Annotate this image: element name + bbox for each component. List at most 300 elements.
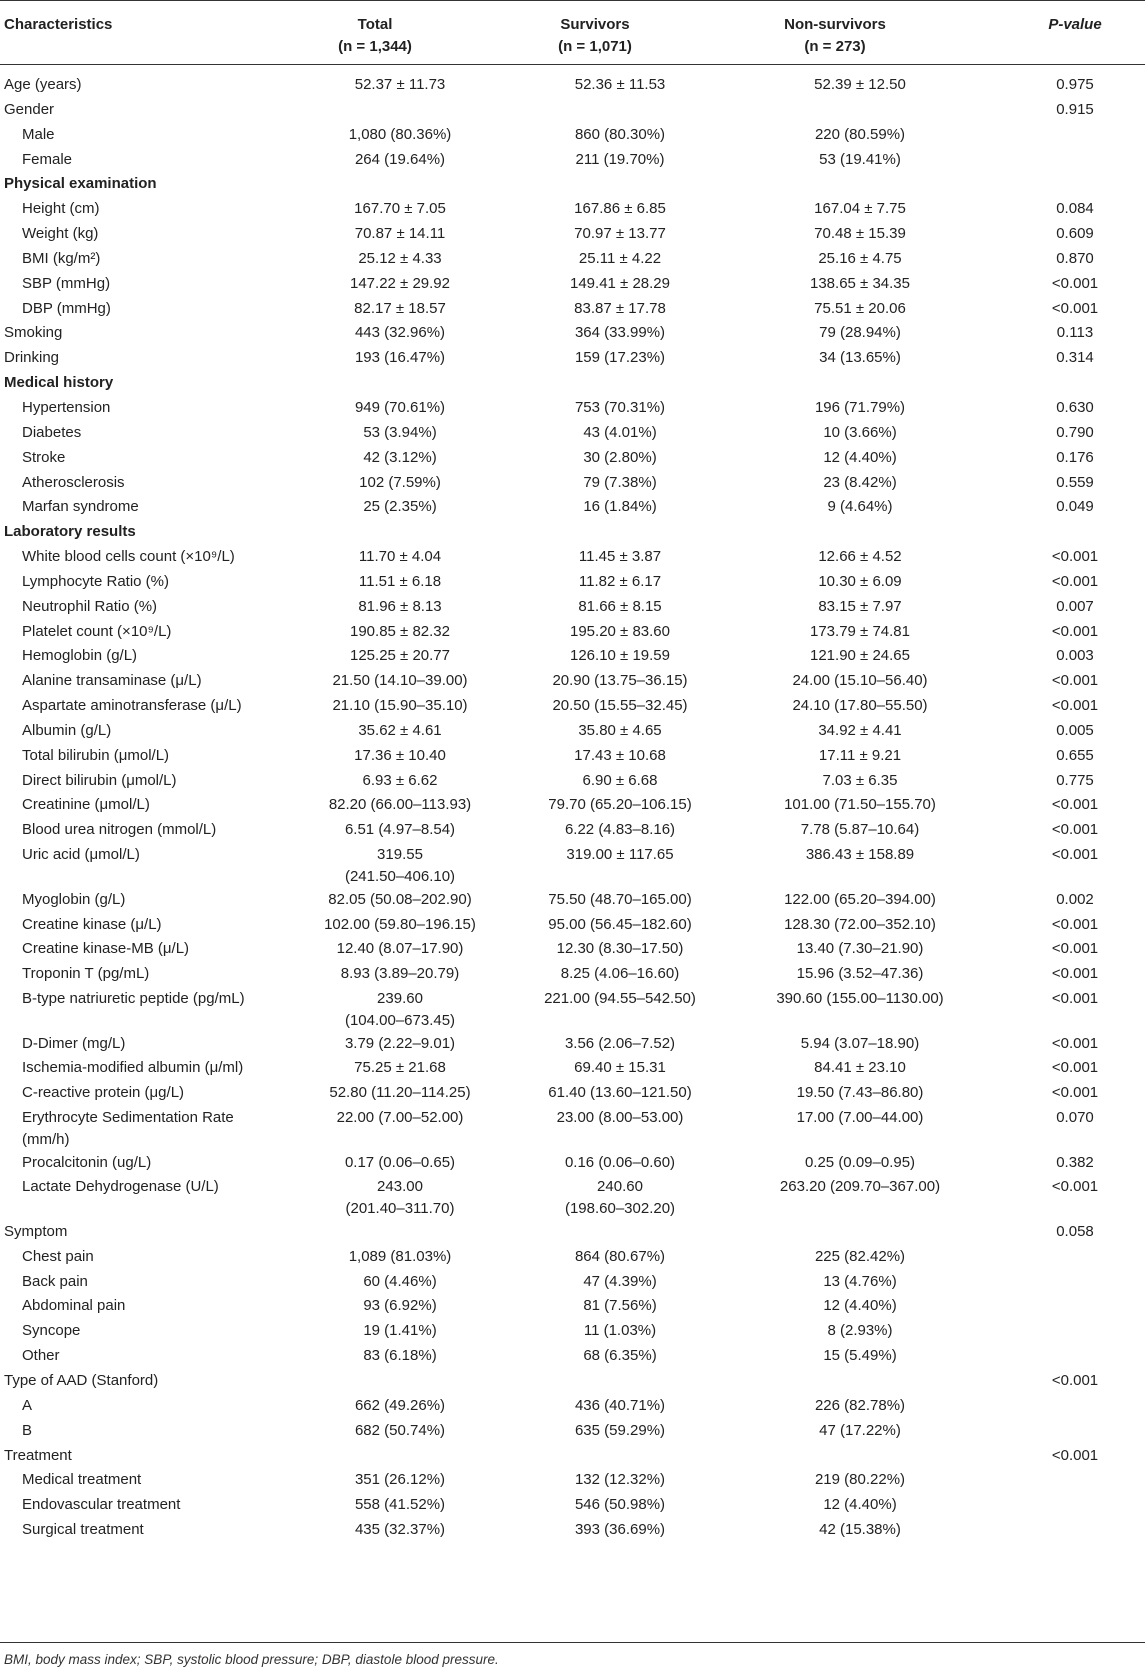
table-row: [0, 397, 1145, 422]
table-row: [0, 99, 1145, 124]
row-label: Male: [22, 125, 55, 143]
row-label: Height (cm): [22, 200, 100, 218]
row-label: Hypertension: [22, 398, 111, 416]
cell-survivors: 240.60 (198.60–302.20): [564, 1178, 676, 1218]
table-header: [0, 0, 1145, 66]
header-nonsurvivors-n: (n = 273): [804, 38, 866, 55]
table-row: [0, 1107, 1145, 1152]
cell-pvalue: 0.070: [1056, 1109, 1094, 1127]
row-label: Atherosclerosis: [22, 473, 125, 491]
cell-pvalue: 0.176: [1056, 448, 1094, 466]
table-row: [0, 1057, 1145, 1082]
table-row: [0, 1176, 1145, 1221]
table-row: [0, 149, 1145, 174]
table-row: [0, 198, 1145, 223]
table-row: [0, 1295, 1145, 1320]
cell-pvalue: 0.870: [1056, 249, 1094, 267]
table-footnote: BMI, body mass index; SBP, systolic blood pressure; DBP, diastole blood pressure.: [4, 1652, 499, 1667]
cell-survivors: 43 (4.01%): [583, 423, 657, 441]
cell-survivors: 753 (70.31%): [574, 398, 666, 416]
cell-survivors: 167.86 ± 6.85: [574, 200, 666, 218]
table-row: [0, 521, 1145, 546]
cell-survivors: 211 (19.70%): [575, 150, 665, 168]
cell-pvalue: <0.001: [1051, 1084, 1099, 1102]
cell-total: 0.17 (0.06–0.65): [344, 1153, 456, 1171]
cell-pvalue: 0.655: [1056, 746, 1094, 764]
cell-nonsurvivors: 84.41 ± 23.10: [814, 1059, 906, 1077]
cell-survivors: 20.50 (15.55–32.45): [552, 697, 688, 715]
cell-pvalue: <0.001: [1051, 965, 1099, 983]
cell-pvalue: 0.559: [1056, 473, 1094, 491]
cell-nonsurvivors: 12 (4.40%): [823, 448, 897, 466]
cell-nonsurvivors: 34.92 ± 4.41: [818, 721, 902, 739]
row-label: Neutrophil Ratio (%): [22, 597, 158, 615]
cell-total: 82.20 (66.00–113.93): [328, 796, 472, 814]
cell-nonsurvivors: 17.00 (7.00–44.00): [796, 1109, 924, 1127]
header-total-n: (n = 1,344): [338, 38, 412, 55]
cell-pvalue: <0.001: [1051, 1446, 1099, 1464]
cell-total: 75.25 ± 21.68: [354, 1059, 446, 1077]
cell-nonsurvivors: 15 (5.49%): [823, 1347, 897, 1365]
cell-total: 82.05 (50.08–202.90): [328, 890, 472, 908]
table-row: [0, 914, 1145, 939]
header-rule: [0, 64, 1145, 65]
header-characteristics: Characteristics: [4, 16, 113, 33]
cell-total: 22.00 (7.00–52.00): [336, 1109, 464, 1127]
cell-nonsurvivors: 225 (82.42%): [814, 1247, 906, 1265]
cell-total: 243.00 (201.40–311.70): [345, 1178, 455, 1218]
cell-pvalue: 0.975: [1056, 76, 1094, 93]
cell-survivors: 319.00 ± 117.65: [566, 846, 674, 864]
cell-pvalue: <0.001: [1051, 697, 1099, 715]
header-survivors-label: Survivors: [560, 16, 630, 33]
cell-total: 190.85 ± 82.32: [350, 622, 450, 640]
cell-pvalue: <0.001: [1051, 915, 1099, 933]
cell-total: 1,080 (80.36%): [348, 125, 452, 143]
cell-pvalue: 0.005: [1056, 721, 1094, 739]
table-row: [0, 173, 1145, 198]
cell-total: 52.80 (11.20–114.25): [329, 1084, 471, 1102]
cell-total: 319.55 (241.50–406.10): [344, 846, 456, 886]
cell-survivors: 6.22 (4.83–8.16): [564, 821, 676, 839]
cell-nonsurvivors: 9 (4.64%): [827, 498, 893, 516]
table-row: [0, 1271, 1145, 1296]
table-row: [0, 794, 1145, 819]
cell-nonsurvivors: 0.25 (0.09–0.95): [804, 1153, 916, 1171]
cell-pvalue: <0.001: [1051, 1034, 1099, 1052]
cell-pvalue: <0.001: [1051, 548, 1099, 566]
cell-survivors: 79 (7.38%): [583, 473, 657, 491]
header-total-label: Total: [357, 16, 393, 33]
cell-nonsurvivors: 12.66 ± 4.52: [818, 548, 902, 566]
cell-nonsurvivors: 12 (4.40%): [823, 1297, 897, 1315]
cell-survivors: 70.97 ± 13.77: [574, 225, 666, 243]
cell-nonsurvivors: 7.78 (5.87–10.64): [800, 821, 920, 839]
table-row: [0, 819, 1145, 844]
cell-pvalue: <0.001: [1051, 846, 1099, 864]
cell-nonsurvivors: 79 (28.94%): [819, 324, 901, 342]
table-row: [0, 1469, 1145, 1494]
cell-nonsurvivors: 15.96 (3.52–47.36): [796, 965, 924, 983]
row-label: Aspartate aminotransferase (μ/L): [22, 697, 242, 715]
cell-survivors: 11.82 ± 6.17: [578, 572, 662, 590]
cell-pvalue: <0.001: [1051, 940, 1099, 958]
section-heading: Physical examination: [4, 175, 157, 193]
cell-total: 3.79 (2.22–9.01): [344, 1034, 456, 1052]
cell-total: 12.40 (8.07–17.90): [336, 940, 464, 958]
cell-total: 102.00 (59.80–196.15): [324, 915, 476, 933]
table-row: [0, 248, 1145, 273]
table-row: [0, 447, 1145, 472]
cell-survivors: 52.36 ± 11.53: [574, 76, 666, 93]
cell-survivors: 35.80 ± 4.65: [578, 721, 662, 739]
table-row: [0, 1082, 1145, 1107]
cell-survivors: 17.43 ± 10.68: [574, 746, 666, 764]
cell-total: 264 (19.64%): [354, 150, 446, 168]
bottom-rule: [0, 1642, 1145, 1643]
cell-survivors: 20.90 (13.75–36.15): [552, 672, 688, 690]
cell-survivors: 8.25 (4.06–16.60): [560, 965, 680, 983]
cell-nonsurvivors: 17.11 ± 9.21: [818, 746, 902, 764]
cell-survivors: 23.00 (8.00–53.00): [556, 1109, 684, 1127]
cell-nonsurvivors: 10.30 ± 6.09: [818, 572, 902, 590]
table-row: [0, 645, 1145, 670]
table-row: [0, 720, 1145, 745]
cell-pvalue: 0.775: [1056, 771, 1094, 789]
header-survivors-n: (n = 1,071): [558, 38, 632, 55]
cell-nonsurvivors: 70.48 ± 15.39: [814, 225, 906, 243]
row-label: A: [22, 1396, 33, 1414]
cell-total: 239.60 (104.00–673.45): [344, 990, 456, 1030]
row-label: Syncope: [22, 1322, 81, 1340]
cell-nonsurvivors: 13.40 (7.30–21.90): [796, 940, 924, 958]
cell-total: 1,089 (81.03%): [348, 1247, 452, 1265]
cell-nonsurvivors: 75.51 ± 20.06: [814, 299, 906, 317]
row-label: Chest pain: [22, 1247, 94, 1265]
row-label: Troponin T (pg/mL): [22, 965, 150, 983]
table-row: [0, 1370, 1145, 1395]
cell-total: 60 (4.46%): [363, 1272, 437, 1290]
cell-total: 682 (50.74%): [354, 1421, 446, 1439]
cell-total: 52.37 ± 11.73: [354, 76, 446, 93]
cell-total: 167.70 ± 7.05: [354, 200, 446, 218]
cell-nonsurvivors: 121.90 ± 24.65: [810, 647, 910, 665]
cell-nonsurvivors: 47 (17.22%): [819, 1421, 901, 1439]
cell-total: 662 (49.26%): [354, 1396, 446, 1414]
row-label: Smoking: [4, 324, 63, 342]
cell-total: 443 (32.96%): [354, 324, 446, 342]
row-label: Female: [22, 150, 73, 168]
cell-total: 42 (3.12%): [363, 448, 437, 466]
row-label: Albumin (g/L): [22, 721, 112, 739]
row-label: Platelet count (×10⁹/L): [22, 622, 172, 640]
cell-nonsurvivors: 219 (80.22%): [814, 1471, 906, 1489]
cell-total: 6.51 (4.97–8.54): [344, 821, 456, 839]
table-row: [0, 372, 1145, 397]
cell-total: 25 (2.35%): [363, 498, 437, 516]
cell-nonsurvivors: 12 (4.40%): [823, 1496, 897, 1514]
row-label: Hemoglobin (g/L): [22, 647, 138, 665]
table-row: [0, 347, 1145, 372]
cell-nonsurvivors: 390.60 (155.00–1130.00): [776, 990, 944, 1008]
row-label: Creatine kinase-MB (μ/L): [22, 940, 190, 958]
row-label: D-Dimer (mg/L): [22, 1034, 126, 1052]
table-row: [0, 1152, 1145, 1177]
row-label: Erythrocyte Sedimentation Rate (mm/h): [22, 1109, 234, 1149]
table-row: [0, 273, 1145, 298]
table-row: [0, 223, 1145, 248]
cell-survivors: 635 (59.29%): [574, 1421, 666, 1439]
cell-nonsurvivors: 138.65 ± 34.35: [810, 274, 910, 292]
row-label: Direct bilirubin (μmol/L): [22, 771, 177, 789]
cell-survivors: 159 (17.23%): [574, 349, 666, 367]
cell-total: 435 (32.37%): [354, 1521, 446, 1539]
cell-total: 11.70 ± 4.04: [358, 548, 442, 566]
table-row: [0, 889, 1145, 914]
cell-pvalue: <0.001: [1051, 274, 1099, 292]
cell-survivors: 75.50 (48.70–165.00): [548, 890, 692, 908]
cell-pvalue: 0.007: [1056, 597, 1094, 615]
row-label: Back pain: [22, 1272, 88, 1290]
cell-survivors: 546 (50.98%): [574, 1496, 666, 1514]
cell-survivors: 79.70 (65.20–106.15): [548, 796, 692, 814]
table-row: [0, 963, 1145, 988]
cell-pvalue: <0.001: [1051, 672, 1099, 690]
cell-total: 35.62 ± 4.61: [358, 721, 442, 739]
cell-survivors: 436 (40.71%): [574, 1396, 666, 1414]
cell-survivors: 81 (7.56%): [583, 1297, 657, 1315]
cell-total: 53 (3.94%): [363, 423, 437, 441]
cell-nonsurvivors: 34 (13.65%): [819, 349, 901, 367]
cell-survivors: 12.30 (8.30–17.50): [556, 940, 684, 958]
row-label: Age (years): [4, 76, 82, 93]
table-row: [0, 74, 1145, 99]
table-row: [0, 422, 1145, 447]
cell-survivors: 47 (4.39%): [583, 1272, 657, 1290]
cell-nonsurvivors: 226 (82.78%): [814, 1396, 906, 1414]
cell-total: 25.12 ± 4.33: [358, 249, 442, 267]
cell-nonsurvivors: 53 (19.41%): [819, 150, 901, 168]
row-label: Procalcitonin (ug/L): [22, 1153, 152, 1171]
table-row: [0, 695, 1145, 720]
cell-survivors: 6.90 ± 6.68: [582, 771, 658, 789]
row-label: B-type natriuretic peptide (pg/mL): [22, 990, 245, 1008]
cell-pvalue: <0.001: [1051, 1371, 1099, 1389]
table-body: [0, 74, 1145, 1544]
cell-survivors: 0.16 (0.06–0.60): [564, 1153, 676, 1171]
row-label: Medical treatment: [22, 1471, 142, 1489]
cell-survivors: 132 (12.32%): [574, 1471, 666, 1489]
table-row: [0, 571, 1145, 596]
table-row: [0, 1221, 1145, 1246]
cell-nonsurvivors: 122.00 (65.20–394.00): [784, 890, 936, 908]
cell-nonsurvivors: 5.94 (3.07–18.90): [800, 1034, 920, 1052]
table-row: [0, 1033, 1145, 1058]
cell-pvalue: <0.001: [1051, 990, 1099, 1008]
cell-total: 82.17 ± 18.57: [354, 299, 446, 317]
cell-survivors: 195.20 ± 83.60: [570, 622, 670, 640]
table-row: [0, 1519, 1145, 1544]
cell-pvalue: 0.049: [1056, 498, 1094, 516]
cell-survivors: 83.87 ± 17.78: [574, 299, 666, 317]
cell-nonsurvivors: 167.04 ± 7.75: [814, 200, 906, 218]
cell-nonsurvivors: 13 (4.76%): [823, 1272, 897, 1290]
table-row: [0, 124, 1145, 149]
cell-total: 193 (16.47%): [354, 349, 446, 367]
row-label: Treatment: [4, 1446, 72, 1464]
cell-total: 93 (6.92%): [363, 1297, 437, 1315]
table-row: [0, 1345, 1145, 1370]
cell-pvalue: 0.314: [1056, 349, 1094, 367]
row-label: Endovascular treatment: [22, 1496, 181, 1514]
header-nonsurvivors-label: Non-survivors: [784, 16, 886, 33]
table-row: [0, 1246, 1145, 1271]
row-label: Stroke: [22, 448, 66, 466]
row-label: C-reactive protein (μg/L): [22, 1084, 185, 1102]
cell-nonsurvivors: 24.00 (15.10–56.40): [792, 672, 928, 690]
row-label: Lymphocyte Ratio (%): [22, 572, 169, 590]
row-label: Other: [22, 1347, 60, 1365]
cell-pvalue: <0.001: [1051, 821, 1099, 839]
table-row: [0, 298, 1145, 323]
cell-total: 351 (26.12%): [354, 1471, 446, 1489]
cell-pvalue: 0.382: [1056, 1153, 1094, 1171]
cell-survivors: 61.40 (13.60–121.50): [548, 1084, 692, 1102]
row-label: Diabetes: [22, 423, 82, 441]
cell-nonsurvivors: 23 (8.42%): [823, 473, 897, 491]
row-label: SBP (mmHg): [22, 274, 111, 292]
cell-pvalue: 0.630: [1056, 398, 1094, 416]
table-row: [0, 596, 1145, 621]
cell-nonsurvivors: 42 (15.38%): [819, 1521, 901, 1539]
row-label: Total bilirubin (μmol/L): [22, 746, 170, 764]
section-heading: Laboratory results: [4, 523, 136, 541]
cell-nonsurvivors: 25.16 ± 4.75: [818, 249, 902, 267]
row-label: Creatine kinase (μ/L): [22, 915, 162, 933]
table-row: [0, 1320, 1145, 1345]
cell-pvalue: 0.084: [1056, 200, 1094, 218]
cell-total: 102 (7.59%): [359, 473, 441, 491]
cell-total: 17.36 ± 10.40: [354, 746, 446, 764]
cell-pvalue: 0.609: [1056, 225, 1094, 243]
cell-survivors: 25.11 ± 4.22: [578, 249, 662, 267]
cell-nonsurvivors: 386.43 ± 158.89: [805, 846, 915, 864]
cell-survivors: 68 (6.35%): [583, 1347, 657, 1365]
cell-survivors: 95.00 (56.45–182.60): [548, 915, 692, 933]
cell-survivors: 16 (1.84%): [583, 498, 657, 516]
row-label: Gender: [4, 100, 55, 118]
header-total: [300, 14, 450, 58]
cell-nonsurvivors: 220 (80.59%): [814, 125, 906, 143]
cell-total: 147.22 ± 29.92: [350, 274, 450, 292]
cell-survivors: 3.56 (2.06–7.52): [564, 1034, 676, 1052]
cell-total: 6.93 ± 6.62: [362, 771, 438, 789]
cell-total: 81.96 ± 8.13: [358, 597, 442, 615]
table-row: [0, 938, 1145, 963]
cell-survivors: 126.10 ± 19.59: [570, 647, 670, 665]
cell-survivors: 860 (80.30%): [574, 125, 666, 143]
table-row: [0, 1445, 1145, 1470]
cell-survivors: 69.40 ± 15.31: [574, 1059, 666, 1077]
cell-nonsurvivors: 128.30 (72.00–352.10): [784, 915, 936, 933]
cell-nonsurvivors: 19.50 (7.43–86.80): [796, 1084, 924, 1102]
table-row: [0, 1420, 1145, 1445]
cell-total: 21.50 (14.10–39.00): [332, 672, 468, 690]
cell-nonsurvivors: 52.39 ± 12.50: [814, 76, 906, 93]
cell-pvalue: <0.001: [1051, 572, 1099, 590]
section-heading: Medical history: [4, 374, 114, 392]
row-label: DBP (mmHg): [22, 299, 111, 317]
row-label: Creatinine (μmol/L): [22, 796, 150, 814]
header-nonsurvivors: [760, 14, 910, 58]
cell-pvalue: <0.001: [1051, 1059, 1099, 1077]
row-label: Abdominal pain: [22, 1297, 126, 1315]
cell-pvalue: 0.058: [1056, 1222, 1094, 1240]
table-row: [0, 745, 1145, 770]
cell-survivors: 393 (36.69%): [574, 1521, 666, 1539]
cell-nonsurvivors: 196 (71.79%): [814, 398, 906, 416]
cell-survivors: 221.00 (94.55–542.50): [544, 990, 696, 1008]
cell-nonsurvivors: 173.79 ± 74.81: [810, 622, 910, 640]
cell-pvalue: 0.003: [1056, 647, 1094, 665]
header-pvalue: P-value: [1048, 16, 1102, 33]
table-row: [0, 988, 1145, 1033]
table-row: [0, 496, 1145, 521]
cell-pvalue: 0.790: [1056, 423, 1094, 441]
cell-nonsurvivors: 10 (3.66%): [823, 423, 897, 441]
row-label: Blood urea nitrogen (mmol/L): [22, 821, 217, 839]
cell-pvalue: <0.001: [1051, 299, 1099, 317]
cell-total: 125.25 ± 20.77: [350, 647, 450, 665]
cell-total: 558 (41.52%): [354, 1496, 446, 1514]
row-label: Surgical treatment: [22, 1521, 144, 1539]
cell-survivors: 30 (2.80%): [583, 448, 657, 466]
table-row: [0, 1395, 1145, 1420]
cell-total: 11.51 ± 6.18: [358, 572, 442, 590]
row-label: Drinking: [4, 349, 60, 367]
cell-nonsurvivors: 8 (2.93%): [827, 1322, 893, 1340]
cell-survivors: 11.45 ± 3.87: [578, 548, 662, 566]
table-row: [0, 670, 1145, 695]
cell-survivors: 364 (33.99%): [574, 324, 666, 342]
cell-nonsurvivors: 101.00 (71.50–155.70): [784, 796, 936, 814]
cell-total: 8.93 (3.89–20.79): [340, 965, 460, 983]
cell-pvalue: <0.001: [1051, 622, 1099, 640]
table-row: [0, 621, 1145, 646]
row-label: Symptom: [4, 1222, 68, 1240]
table-row: [0, 770, 1145, 795]
cell-survivors: 149.41 ± 28.29: [570, 274, 670, 292]
cell-nonsurvivors: 83.15 ± 7.97: [818, 597, 902, 615]
row-label: Type of AAD (Stanford): [4, 1371, 159, 1389]
cell-pvalue: 0.113: [1056, 324, 1094, 342]
row-label: Myoglobin (g/L): [22, 890, 126, 908]
cell-total: 949 (70.61%): [354, 398, 446, 416]
table-row: [0, 472, 1145, 497]
row-label: Uric acid (μmol/L): [22, 846, 140, 864]
cell-survivors: 864 (80.67%): [574, 1247, 666, 1265]
cell-total: 21.10 (15.90–35.10): [332, 697, 468, 715]
table-row: [0, 1494, 1145, 1519]
cell-survivors: 81.66 ± 8.15: [578, 597, 662, 615]
cell-pvalue: 0.002: [1056, 890, 1094, 908]
cell-nonsurvivors: 24.10 (17.80–55.50): [792, 697, 928, 715]
table-row: [0, 844, 1145, 889]
row-label: White blood cells count (×10⁹/L): [22, 548, 235, 566]
row-label: Alanine transaminase (μ/L): [22, 672, 202, 690]
cell-nonsurvivors: 263.20 (209.70–367.00): [779, 1178, 941, 1196]
row-label: Lactate Dehydrogenase (U/L): [22, 1178, 219, 1196]
